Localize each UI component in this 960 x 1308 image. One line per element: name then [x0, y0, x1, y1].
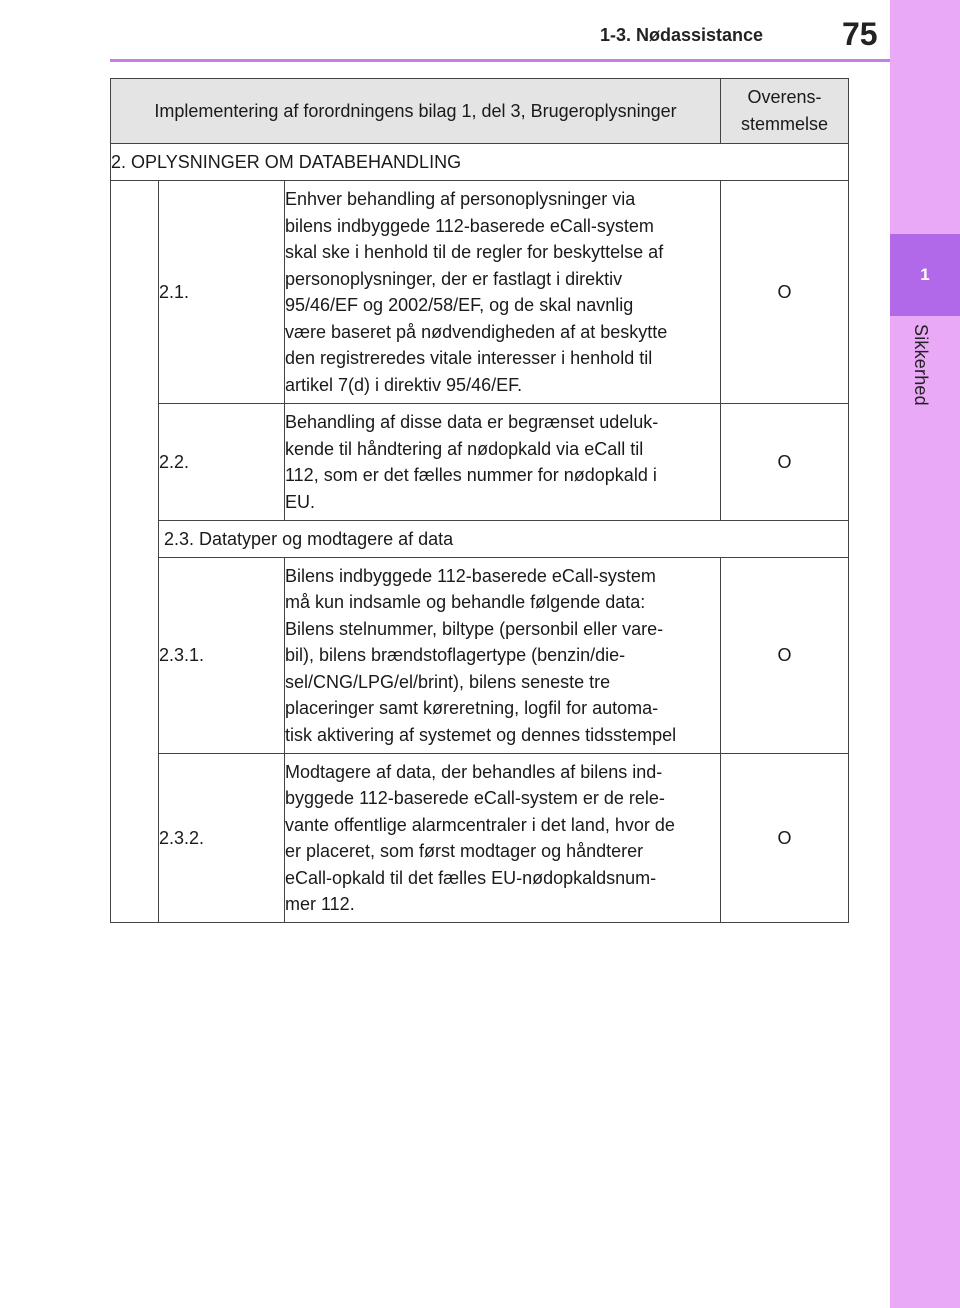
- chapter-number: 1: [920, 265, 930, 284]
- row-text-line: tisk aktivering af systemet og dennes tidsstempel: [285, 724, 677, 745]
- row-text-line: mer 112.: [285, 894, 355, 914]
- section-heading: 2. OPLYSNINGER OM DATABEHANDLING: [111, 144, 849, 181]
- row-text-line: må kun indsamle og behandle følgende data:: [285, 592, 646, 613]
- row-text-line: skal ske i henhold til de regler for beskyttelse af: [285, 242, 664, 262]
- row-text: [285, 558, 721, 754]
- regulation-table: [110, 78, 849, 923]
- table-header-row: [111, 79, 849, 144]
- row-text: [285, 181, 721, 404]
- page-number: 75: [842, 16, 878, 52]
- row-text-line: kende til håndtering af nødopkald via eCall til: [285, 438, 644, 459]
- header-divider: [110, 59, 890, 62]
- row-text-line: den registreredes vitale interesser i henhold til: [285, 348, 653, 368]
- row-text-line: bilens indbyggede 112-baserede eCall-system: [285, 215, 654, 236]
- table-row: [111, 558, 849, 754]
- row-text-line: EU.: [285, 491, 316, 512]
- row-text-line: Bilens indbyggede 112-baserede eCall-system: [285, 565, 656, 586]
- conformity-value: O: [721, 754, 849, 923]
- row-text-line: bil), bilens brændstoflagertype (benzin/die-: [285, 645, 626, 666]
- section-title: 1-3. Nødassistance: [600, 25, 764, 45]
- row-text-line: byggede 112-baserede eCall-system er de rele-: [285, 788, 665, 808]
- indent-cell: [111, 181, 159, 923]
- chapter-label: Sikkerhed: [911, 324, 931, 406]
- table-row: [111, 754, 849, 923]
- table-row: [111, 181, 849, 404]
- row-text-line: Enhver behandling af personoplysninger via: [285, 189, 636, 209]
- row-text-line: Bilens stelnummer, biltype (personbil eller vare-: [285, 618, 664, 639]
- row-text-line: eCall-opkald til det fælles EU-nødopkaldsnum-: [285, 867, 657, 888]
- row-text-line: være baseret på nødvendigheden af at beskytte: [285, 321, 668, 342]
- row-text-line: Modtagere af data, der behandles af bilens ind-: [285, 761, 663, 782]
- column-header-implementation: Implementering af forordningens bilag 1, del 3, Brugeroplysninger: [111, 79, 721, 144]
- table-row: [111, 404, 849, 521]
- row-text-line: sel/CNG/LPG/el/brint), bilens seneste tre: [285, 671, 611, 692]
- section-heading-row: [111, 144, 849, 181]
- row-number: 2.1.: [159, 181, 285, 404]
- row-text-line: 95/46/EF og 2002/58/EF, og de skal navnlig: [285, 295, 634, 315]
- row-number: 2.2.: [159, 404, 285, 521]
- conformity-value: O: [721, 181, 849, 404]
- column-header-conformity: [721, 79, 849, 144]
- subsection-heading-row: [111, 521, 849, 558]
- chapter-tab[interactable]: [890, 234, 960, 316]
- conformity-header-line2: stemmelse: [740, 114, 829, 134]
- row-text-line: artikel 7(d) i direktiv 95/46/EF.: [285, 374, 523, 395]
- conformity-value: O: [721, 558, 849, 754]
- side-tab-strip: [890, 0, 960, 1308]
- row-number: 2.3.1.: [159, 558, 285, 754]
- row-text-line: er placeret, som først modtager og håndterer: [285, 841, 644, 861]
- conformity-value: O: [721, 404, 849, 521]
- row-text-line: placeringer samt køreretning, logfil for automa-: [285, 698, 659, 719]
- row-text-line: 112, som er det fælles nummer for nødopkald i: [285, 465, 657, 485]
- subsection-heading: 2.3. Datatyper og modtagere af data: [159, 521, 849, 558]
- row-text-line: vante offentlige alarmcentraler i det land, hvor de: [285, 814, 675, 835]
- row-text: [285, 404, 721, 521]
- row-text-line: Behandling af disse data er begrænset udeluk-: [285, 412, 659, 432]
- conformity-header-line1: Overens-: [747, 87, 822, 107]
- row-number: 2.3.2.: [159, 754, 285, 923]
- row-text-line: personoplysninger, der er fastlagt i direktiv: [285, 268, 623, 289]
- row-text: [285, 754, 721, 923]
